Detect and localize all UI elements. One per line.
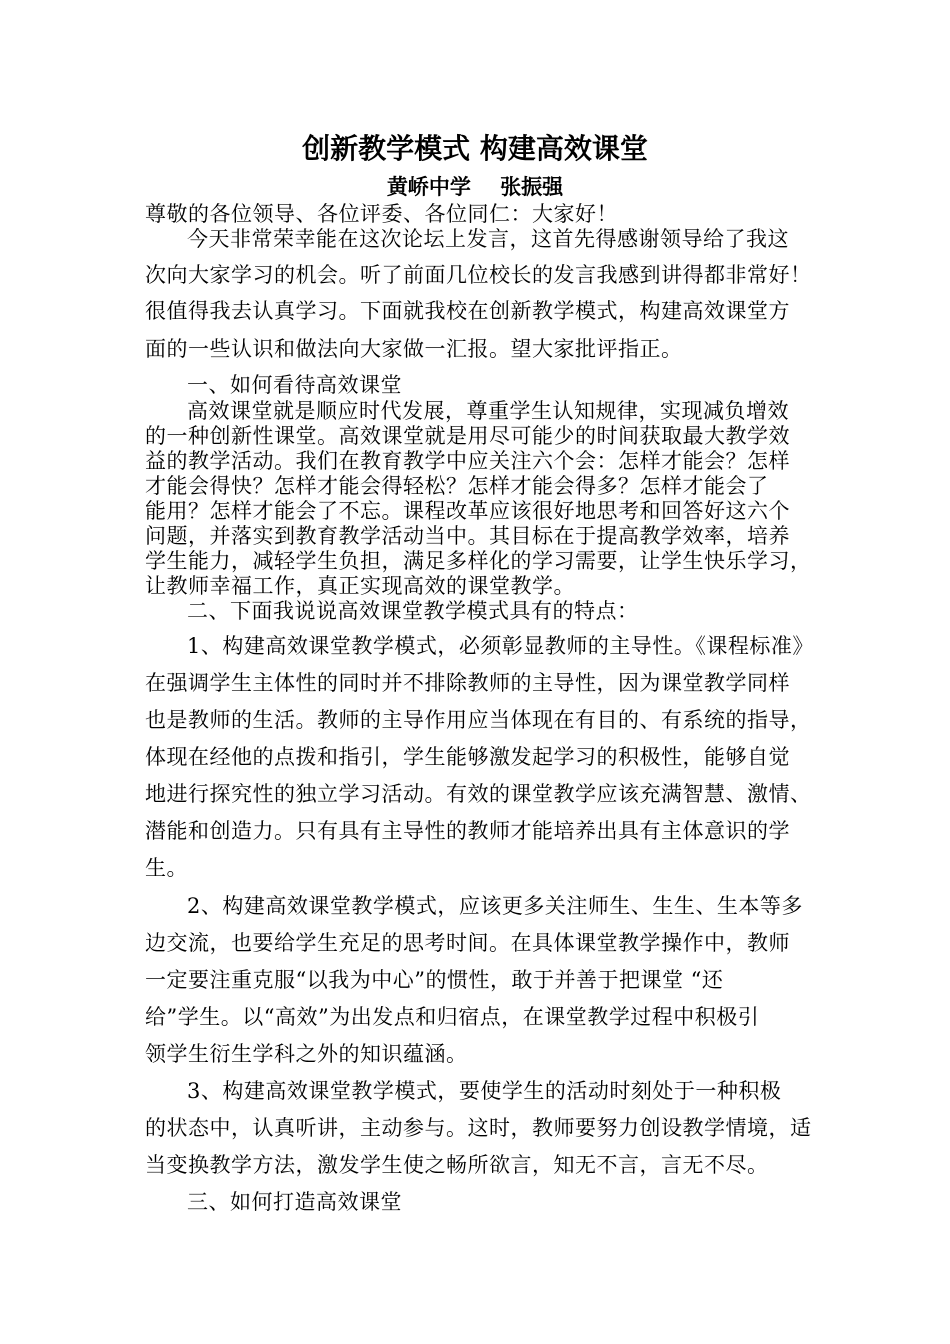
section1-line: 高效课堂就是顺应时代发展，尊重学生认知规律，实现减负增效 <box>187 399 789 423</box>
point3-line: 当变换教学方法，激发学生使之畅所欲言，知无不言，言无不尽。 <box>145 1153 769 1177</box>
section2-heading: 二、下面我说说高效课堂教学模式具有的特点： <box>187 599 639 623</box>
point1-line: 体现在经他的点拨和指引，学生能够激发起学习的积极性，能够自觉 <box>145 745 790 769</box>
intro-line: 面的一些认识和做法向大家做一汇报。望大家批评指正。 <box>145 337 683 361</box>
section1-line: 问题，并落实到教育教学活动当中。其目标在于提高教学效率，培养 <box>145 524 790 548</box>
document-author: 黄峤中学 张振强 <box>386 174 564 199</box>
point1-line: 也是教师的生活。教师的主导作用应当体现在有目的、有系统的指导， <box>145 708 812 732</box>
intro-line: 次向大家学习的机会。听了前面几位校长的发言我感到讲得都非常好！ <box>145 263 812 287</box>
section1-line: 的一种创新性课堂。高效课堂就是用尽可能少的时间获取最大教学效 <box>145 424 790 448</box>
point1-line: 生。 <box>145 856 188 880</box>
section1-line: 让教师幸福工作，真正实现高效的课堂教学。 <box>145 574 575 598</box>
point2-line: 一定要注重克服“以我为中心”的惯性，敢于并善于把课堂 “还 <box>145 968 724 992</box>
section3-heading: 三、如何打造高效课堂 <box>187 1190 402 1214</box>
section1-line: 才能会得快？怎样才能会得轻松？怎样才能会得多？怎样才能会了 <box>145 474 769 498</box>
point2-line: 给”学生。以“高效”为出发点和归宿点，在课堂教学过程中积极引 <box>145 1005 760 1029</box>
point3-line: 的状态中，认真听讲，主动参与。这时，教师要努力创设教学情境，适 <box>145 1116 812 1140</box>
point1-line: 地进行探究性的独立学习活动。有效的课堂教学应该充满智慧、激情、 <box>145 782 812 806</box>
document-title: 创新教学模式 构建高效课堂 <box>302 132 648 165</box>
point2-line: 边交流，也要给学生充足的思考时间。在具体课堂教学操作中，教师 <box>145 931 790 955</box>
point3-line: 3、构建高效课堂教学模式，要使学生的活动时刻处于一种积极 <box>187 1079 782 1103</box>
point1-line: 1、构建高效课堂教学模式，必须彰显教师的主导性。《课程标准》 <box>187 634 814 658</box>
section1-line: 能用？怎样才能会了不忘。课程改革应该很好地思考和回答好这六个 <box>145 499 790 523</box>
point2-line: 领学生衍生学科之外的知识蕴涵。 <box>145 1042 468 1066</box>
greeting-line: 尊敬的各位领导、各位评委、各位同仁：大家好！ <box>145 202 618 226</box>
intro-line: 很值得我去认真学习。下面就我校在创新教学模式，构建高效课堂方 <box>145 299 790 323</box>
section1-line: 益的教学活动。我们在教育教学中应关注六个会：怎样才能会？怎样 <box>145 449 790 473</box>
point1-line: 在强调学生主体性的同时并不排除教师的主导性，因为课堂教学同样 <box>145 671 790 695</box>
intro-line: 今天非常荣幸能在这次论坛上发言，这首先得感谢领导给了我这 <box>187 227 789 251</box>
point1-line: 潜能和创造力。只有具有主导性的教师才能培养出具有主体意识的学 <box>145 819 790 843</box>
point2-line: 2、构建高效课堂教学模式，应该更多关注师生、生生、生本等多 <box>187 894 803 918</box>
section1-line: 学生能力，减轻学生负担，满足多样化的学习需要，让学生快乐学习， <box>145 549 812 573</box>
section1-heading: 一、如何看待高效课堂 <box>187 373 402 397</box>
